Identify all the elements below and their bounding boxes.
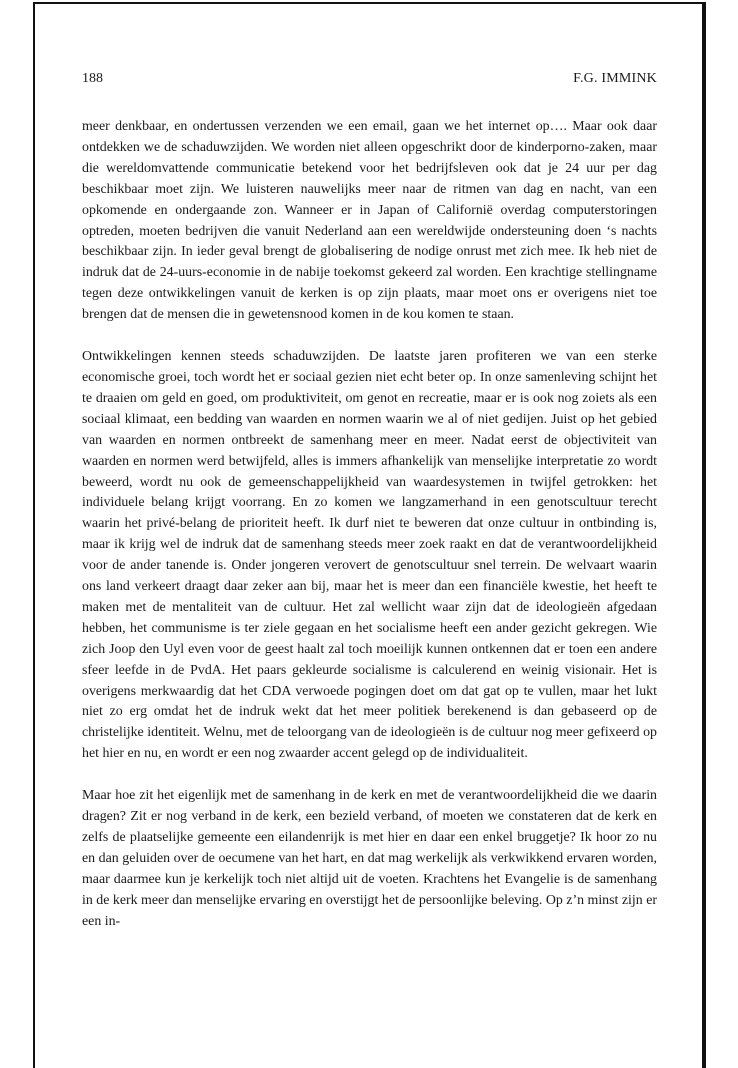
- paragraph-1: meer denkbaar, en ondertussen verzenden we een email, gaan we het internet op…. Maar ook daar ontdekken we de schaduwzijden. We worden niet alleen opgeschrikt door de kinderporno-zaken, maar die wereldomvattende communicatie betekend voor het bedrijfsleven ook dat je 24 uur per dag beschikbaar moet zijn. We luisteren nauwelijks meer naar de ritmen van dag en nacht, van een opkomende en ondergaande zon. Wanneer er in Japan of Californië overdag computerstoringen optreden, moeten bedrijven die vanuit Nederland aan een wereldwijde ondersteuning doen ‘s nachts beschikbaar zijn. In ieder geval brengt de globalisering de nodige onrust met zich mee. Ik heb niet de indruk dat de 24-uurs-economie in de nabije toekomst gekeerd zal worden. Een krachtige stellingname tegen deze ontwikkelingen vanuit de kerken is op zijn plaats, maar moet ons er overigens niet toe brengen dat de mensen die in gewetensnood komen in de kou komen te staan.: [82, 119, 657, 323]
- body-text: [82, 117, 657, 933]
- paragraph-2: Ontwikkelingen kennen steeds schaduwzijden. De laatste jaren profiteren we van een sterke economische groei, toch wordt het er sociaal gezien niet echt beter op. In onze samenleving schijnt het te draaien om geld en goed, om produktiviteit, om genot en recreatie, maar er is ook nog zoiets als een sociaal klimaat, een bedding van waarden en normen waarin we al of niet gedijen. Juist op het gebied van waarden en normen ontbreekt de samenhang meer en meer. Nadat eerst de objectiviteit van waarden en normen werd betwijfeld, alles is immers afhankelijk van menselijke interpretatie zo wordt beweerd, wordt nu ook de gemeenschappelijkheid van waardesystemen in twijfel getrokken: het individuele belang krijgt voorrang. En zo komen we langzamerhand in een genotscultuur terecht waarin het privé-belang de prioriteit heeft. Ik durf niet te beweren dat onze cultuur in ontbinding is, maar ik krijg wel de indruk dat de samenhang steeds meer zoek raakt en dat de verantwoordelijkheid voor de ander tanende is. Onder jongeren verovert de genotscultuur snel terrein. De welvaart waarin ons land verkeert draagt daar zeker aan bij, maar het is meer dan een financiële kwestie, het heeft te maken met de mentaliteit van de cultuur. Het zal wellicht waar zijn dat de ideologieën afgedaan hebben, het communisme is ter ziele gegaan en het socialisme heeft een ander gezicht gekregen. Wie zich Joop den Uyl even voor de geest haalt zal toch moeilijk kunnen ontkennen dat er toen een andere sfeer leefde in de PvdA. Het paars gekleurde socialisme is calculerend en weinig visionair. Het is overigens merkwaardig dat het CDA verwoede pogingen doet om dat gat op te vullen, maar het lukt niet zo erg omdat het de indruk wekt dat het meer politiek berekenend is dan gebaseerd op de christelijke identiteit. Welnu, met de teloorgang van de ideologieën is de cultuur nog meer gefixeerd op het hier en nu, en wordt er een nog zwaarder accent gelegd op de individualiteit.: [82, 349, 657, 762]
- page-header: [82, 71, 657, 89]
- paragraph-3: Maar hoe zit het eigenlijk met de samenhang in de kerk en met de verantwoordelijkheid die we daarin dragen? Zit er nog verband in de kerk, een bezield verband, of moeten we constateren dat de kerk en zelfs de plaatselijke gemeente een eilandenrijk is met hier en daar een enkel bruggetje? Ik hoor zo nu en dan geluiden over de oecumene van het hart, en dat mag werkelijk als verkwikkend ervaren worden, maar daarmee kun je kerkelijk toch niet altijd uit de voeten. Krachtens het Evangelie is de samenhang in de kerk meer dan menselijke ervaring en overstijgt het de persoonlijke beleving. Op z’n minst zijn er een in-: [82, 788, 657, 929]
- running-head: F.G. IMMINK: [573, 71, 657, 86]
- page-number: 188: [82, 71, 103, 86]
